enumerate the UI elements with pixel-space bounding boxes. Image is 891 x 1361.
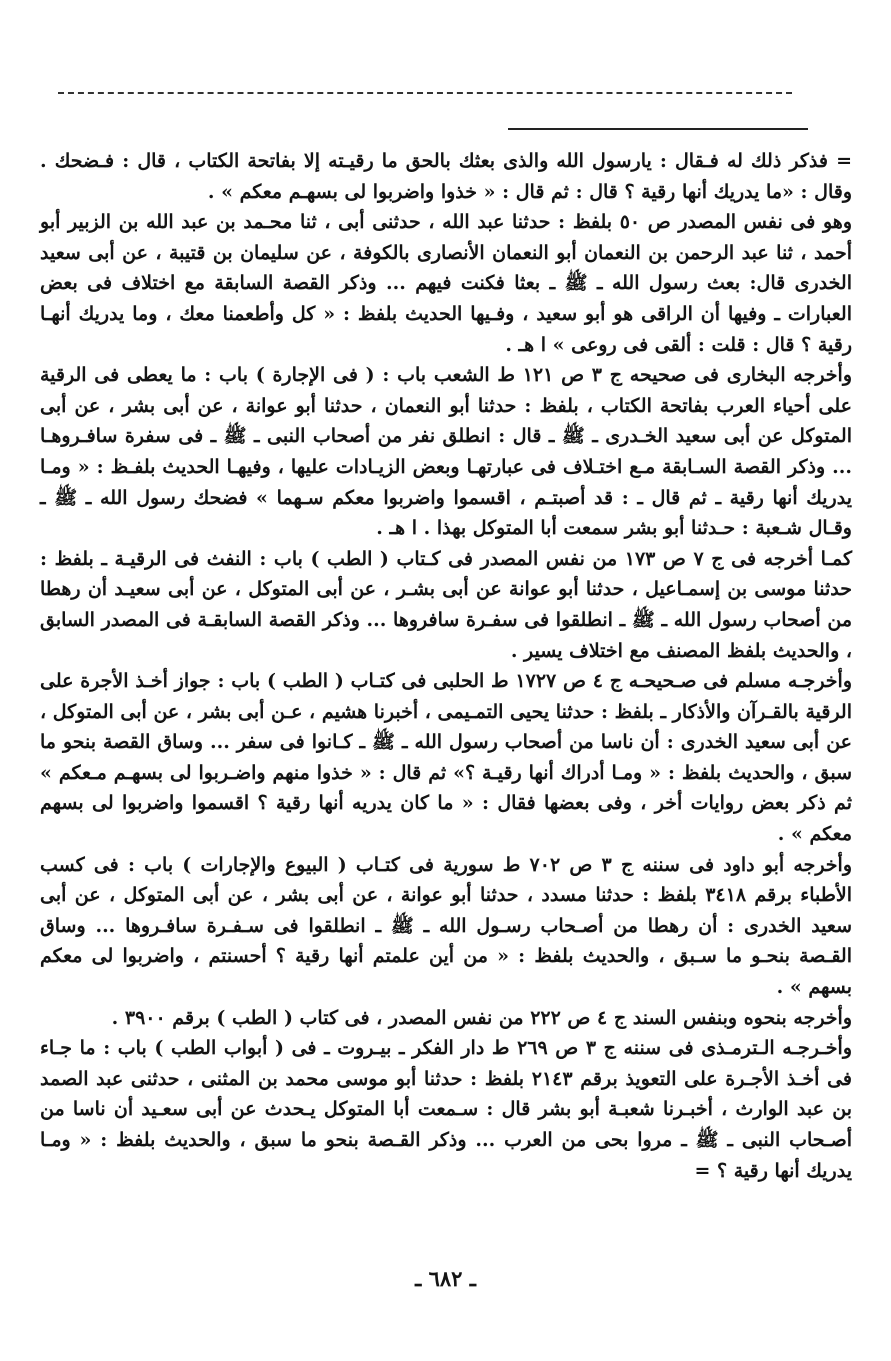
paragraph: وأخرجه البخارى فى صحيحه ج ٣ ص ١٢١ ط الشعب باب : ( فى الإجارة ) باب : ما يعطى فى الرقية على أحياء العرب بفاتحة الكتاب ، بلفظ : حدثنا أبو النعمان ، حدثنا أبو عوانة ، عن أبى بشر ، عن أبى المتوكل عن أبى سعيد الخـدرى ـ ﷺ ـ قال : انطلق نفر من أصحاب النبى ـ ﷺ ـ فى سفرة سافـروهـا ... وذكر القصة السـابقة مـع اختـلاف فى عبارتهـا وبعض الزيـادات عليها ، وفيهـا الحديث بلفـظ : « ومـا يدريك أنها رقية ـ ثم قال ـ : قد أصبتـم ، اقسموا واضربوا معكم سـهما » فضحك رسول الله ـ ﷺ ـ وقـال شـعبة : حـدثنا أبو بشر سمعت أبا المتوكل بهذا . ا هـ .: [40, 364, 852, 540]
paragraph: وأخرجـه مسلم فى صـحيحـه ج ٤ ص ١٧٢٧ ط الحلبى فى كتـاب ( الطب ) باب : جواز أخـذ الأجرة على الرقية بالقـرآن والأذكار ـ بلفظ : حدثنا يحيى التمـيمى ، أخبرنا هشيم ، عـن أبى بشر ، عن أبى المتوكل ، عن أبى سعيد الخدرى : أن ناسا من أصحاب رسول الله ـ ﷺ ـ كـانوا فى سفر ... وساق القصة بنحو ما سبق ، والحديث بلفظ : « ومـا أدراك أنها رقيـة ؟» ثم قال : « خذوا منهم واضـربوا لى بسهـم مـعكم » ثم ذكر بعض روايات أخر ، وفى بعضها فقال : « ما كان يدريه أنها رقية ؟ اقسموا واضربوا لى بسهم معكم » .: [40, 670, 853, 846]
paragraph: وأخرجه أبو داود فى سننه ج ٣ ص ٧٠٢ ط سورية فى كتـاب ( البيوع والإجارات ) باب : فى كسب الأطباء برقم ٣٤١٨ بلفظ : حدثنا مسدد ، حدثنا أبو عوانة ، عن أبى بشر ، عن أبى المتوكل ، عن أبى سعيد الخدرى : أن رهطا من أصـحاب رسـول الله ـ ﷺ ـ انطلقوا فى سـفـرة سافـروها ... وساق القـصة بنحـو ما سـبق ، والحديث بلفظ : « من أين علمتم أنها رقية ؟ أحسنتم ، واضربوا لى معكم بسهم » .: [40, 853, 853, 999]
top-dashed-rule: [58, 92, 792, 94]
paragraph: = فذكر ذلك له فـقال : يارسول الله والذى بعثك بالحق ما رقيـته إلا بفاتحة الكتاب ، قال : فـضحك . وقال : «ما يدريك أنها رقية ؟ قال : ثم قال : « خذوا واضربوا لى بسهـم معكم » .: [40, 150, 852, 203]
paragraph: وأخـرجـه الـترمـذى فى سننه ج ٣ ص ٢٦٩ ط دار الفكر ـ بيـروت ـ فى ( أبواب الطب ) باب : ما جـاء فى أخـذ الأجـرة على التعويذ برقم ٢١٤٣ بلفظ : حدثنا أبو موسى محمد بن المثنى ، حدثنى عبد الصمد بن عبد الوارث ، أخبـرنا شعبـة أبو بشر قال : سـمعت أبا المتوكل يـحدث عن أبى سعـيد أن ناسا من أصـحاب النبى ـ ﷺ ـ مروا بحى من العرب ... وذكر القـصة بنحو ما سبق ، والحديث بلفظ : « ومـا يدريك أنها رقية ؟ =: [40, 1037, 852, 1182]
footnote-text-block: [40, 146, 852, 1186]
paragraph: وهو فى نفس المصدر ص ٥٠ بلفظ : حدثنا عبد الله ، حدثنى أبى ، ثنا محـمد بن عبد الله بن الزبير أبو أحمد ، ثنا عبد الرحمن بن النعمان أبو النعمان الأنصارى بالكوفة ، عن سليمان بن قتيبة ، عن أبى سعيد الخدرى قال: بعث رسول الله ـ ﷺ ـ بعثا فكنت فيهم ... وذكر القصة السابقة مع اختلاف فى بعض العبارات ـ وفيها أن الراقى هو أبو سعيد ، وفـيها الحديث بلفظ : « كل وأطعمنا معك ، وما يدريك أنهـا رقية ؟ قال : قلت : ألقى فى روعى » ا هـ .: [40, 211, 852, 356]
paragraph: وأخرجه بنحوه وبنفس السند ج ٤ ص ٢٢٢ من نفس المصدر ، فى كتاب ( الطب ) برقم ٣٩٠٠ .: [111, 1006, 852, 1029]
footnote-separator-rule: [508, 128, 808, 130]
paragraph: كمـا أخرجه فى ج ٧ ص ١٧٣ من نفس المصدر فى كـتاب ( الطب ) باب : النفث فى الرقيـة ـ بلفظ : حدثنا موسى بن إسمـاعيل ، حدثنا أبو عوانة عن أبى بشـر ، عن أبى المتوكل ، عن أبى سعيـد أن رهطا من أصحاب رسول الله ـ ﷺ ـ انطلقوا فى سفـرة سافروها ... وذكر القصة السابقـة فى المصدر السابق ، والحديث بلفظ المصنف مع اختلاف يسير .: [40, 547, 853, 662]
page-number: ـ ٦٨٢ ـ: [415, 1266, 476, 1291]
